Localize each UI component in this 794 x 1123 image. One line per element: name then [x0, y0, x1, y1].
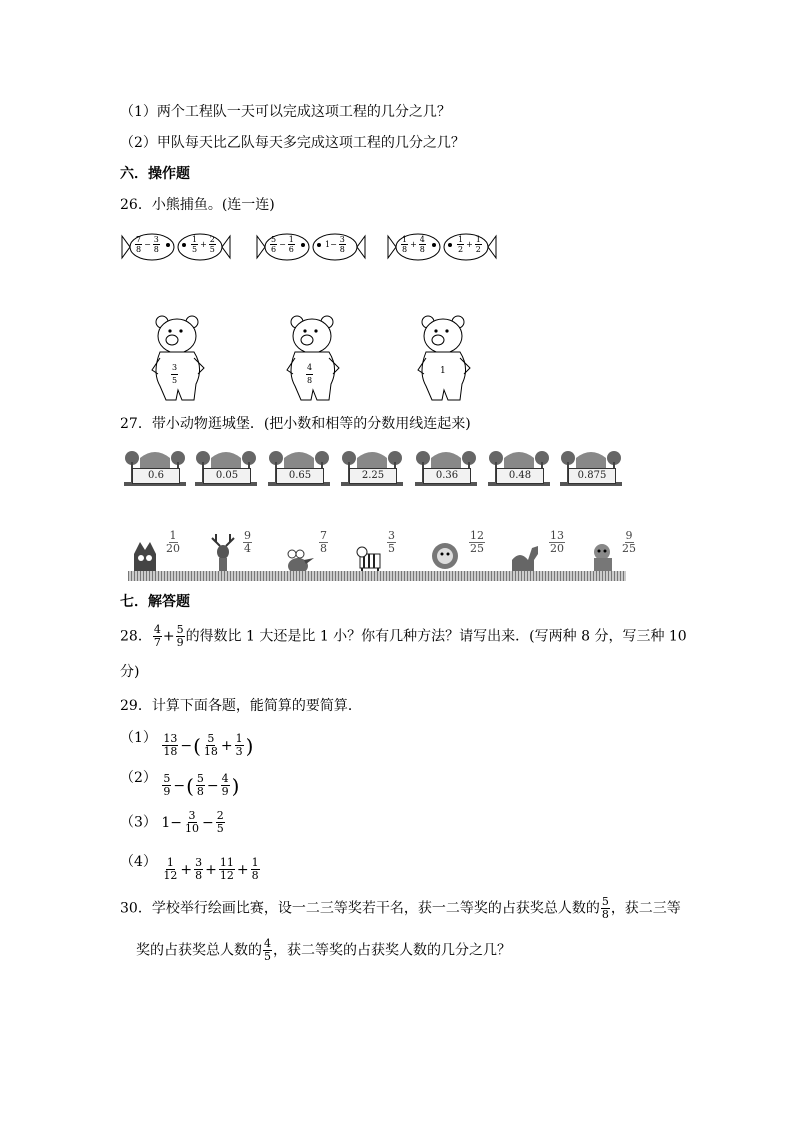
q29-p2: （2） $\frac{5}{9}$ − ( $\frac{5}{8}$ − $\frac{4}{9}$ ) [120, 770, 240, 798]
fish-4[interactable]: 1− $\frac{3}{8}$ [311, 230, 367, 264]
fish-1[interactable]: $\frac{7}{8}$ − $\frac{3}{8}$ [120, 230, 176, 264]
q25-sub1: （1）两个工程队一天可以完成这项工程的几分之几？ [120, 104, 451, 120]
q28-line2: 分) [120, 664, 140, 680]
grass-strip [128, 571, 626, 581]
deer-icon [208, 532, 238, 576]
fish-5[interactable]: $\frac{1}{8}$ + $\frac{4}{8}$ [386, 230, 442, 264]
animal-4[interactable]: $\frac{3}{5}$ [356, 530, 416, 580]
bear-2[interactable]: $\frac{4}{8}$ [283, 312, 343, 404]
fish-row [120, 230, 500, 266]
section7-title: 七．解答题 [120, 594, 190, 610]
fish-2[interactable]: $\frac{1}{5}$ + $\frac{2}{5}$ [176, 230, 232, 264]
bear-icon [148, 312, 208, 404]
bear-1[interactable]: $\frac{3}{5}$ [148, 312, 208, 404]
animal-2[interactable]: $\frac{9}{4}$ [208, 530, 268, 580]
section6-title: 六．操作题 [120, 166, 190, 182]
q26-title: 26．小熊捕鱼。(连一连) [120, 197, 275, 213]
zebra-icon [356, 544, 386, 588]
castle-6[interactable]: 0.48 [488, 444, 550, 486]
animal-3[interactable]: $\frac{7}{8}$ [284, 530, 344, 580]
q29-p1: （1） $\frac{13}{18}$ − ( $\frac{5}{18}$ + $\frac{1}{3}$ ) [120, 730, 254, 758]
q29-p4: （4） $\frac{1}{12}$ + $\frac{3}{8}$ + $\frac{11}{12}$ + $\frac{1}{8}$ [120, 854, 259, 882]
fish-3[interactable]: $\frac{5}{6}$ − $\frac{1}{6}$ [255, 230, 311, 264]
castle-5[interactable]: 0.36 [415, 444, 477, 486]
animal-7[interactable]: $\frac{9}{25}$ [588, 530, 648, 580]
q29-title: 29．计算下面各题，能简算的要简算． [120, 698, 362, 714]
castle-4[interactable]: 2.25 [341, 444, 403, 486]
bear-3[interactable]: 1 [414, 312, 474, 404]
castle-7[interactable]: 0.875 [560, 444, 622, 486]
bear-icon [283, 312, 343, 404]
q25-sub2: （2）甲队每天比乙队每天多完成这项工程的几分之几？ [120, 135, 465, 151]
castle-3[interactable]: 0.65 [268, 444, 330, 486]
castle-1[interactable]: 0.6 [124, 444, 186, 486]
animals-row [128, 526, 636, 581]
animal-6[interactable]: $\frac{13}{20}$ [510, 530, 570, 580]
animal-1[interactable]: $\frac{1}{20}$ [130, 530, 190, 580]
animal-5[interactable]: $\frac{12}{25}$ [430, 530, 490, 580]
castle-2[interactable]: 0.05 [195, 444, 257, 486]
bear-icon [414, 312, 474, 404]
q27-title: 27．带小动物逛城堡．(把小数和相等的分数用线连起来) [120, 416, 471, 432]
fish-6[interactable]: $\frac{1}{2}$ + $\frac{1}{2}$ [442, 230, 498, 264]
q30-line1: 30．学校举行绘画比赛，设一二三等奖若干名，获一二等奖的占获奖总人数的 $\frac{5}{8}$ ，获二三等 [120, 895, 681, 921]
q30-line2: 奖的占获奖总人数的 $\frac{4}{5}$ ，获二等奖的占获奖人数的几分之几？ [136, 937, 511, 963]
q28-line1: 28． $\frac{4}{7}$ + $\frac{5}{9}$ 的得数比 1 大还是比 1 小？你有几种方法？请写出来．(写两种 8 分，写三种 10 [120, 623, 687, 649]
q29-p3: （3） 1− $\frac{3}{10}$ − $\frac{2}{5}$ [120, 809, 224, 835]
